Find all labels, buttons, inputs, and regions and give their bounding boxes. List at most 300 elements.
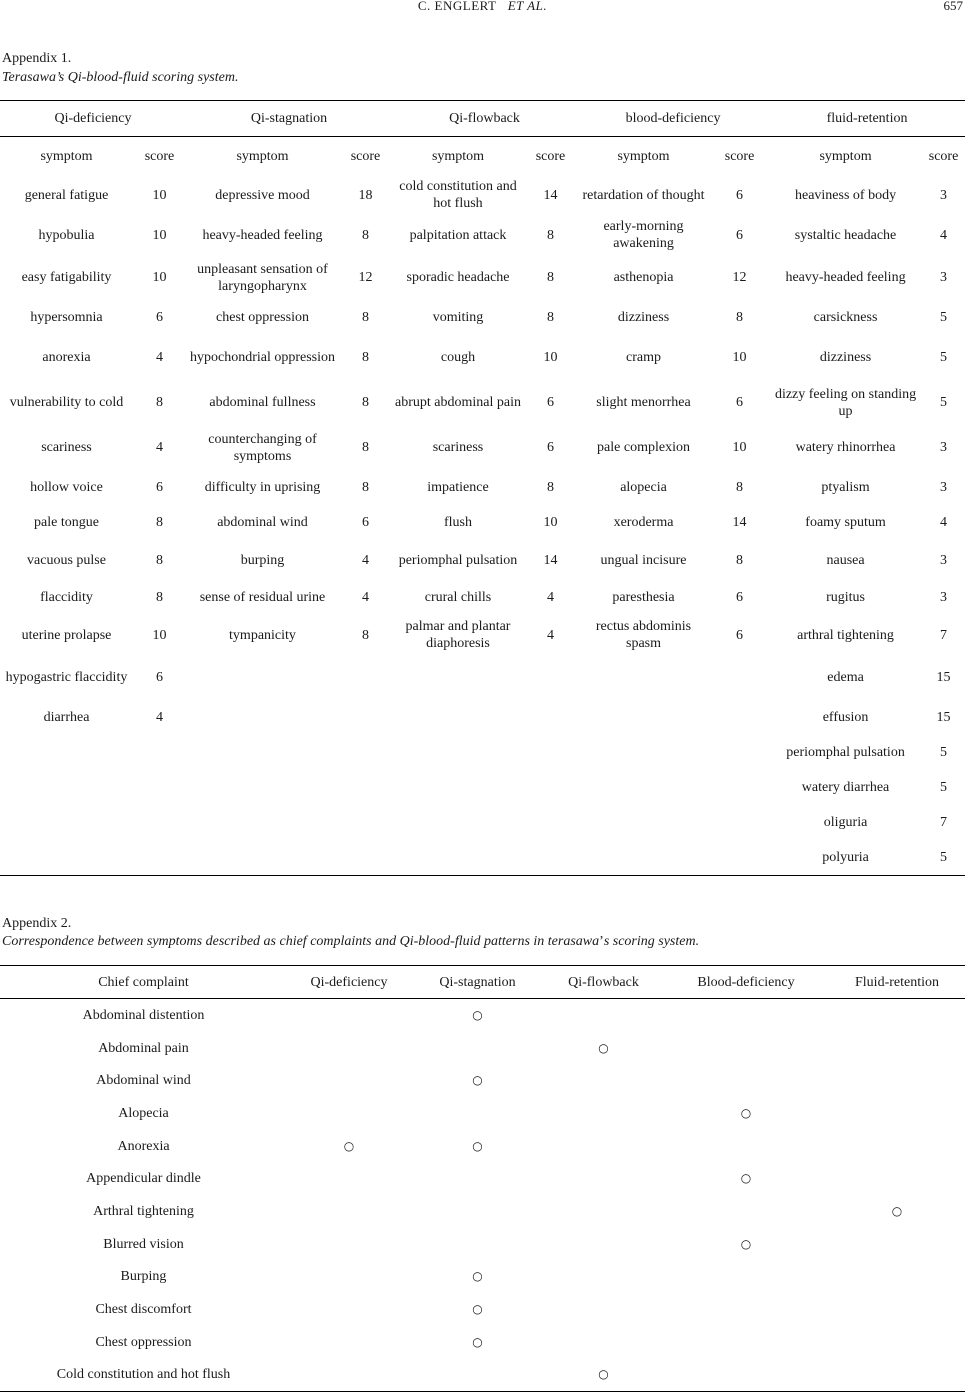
score-cell: 3 bbox=[940, 187, 948, 203]
score-cell: 14 bbox=[543, 187, 558, 203]
score-cell: 5 bbox=[940, 350, 948, 365]
symptom-cell: scariness bbox=[432, 440, 484, 455]
score-cell: 6 bbox=[156, 310, 163, 325]
score-cell bbox=[339, 700, 392, 735]
chief-complaint-cell: Appendicular dindle bbox=[86, 1171, 201, 1187]
score-cell: 10 bbox=[152, 627, 167, 643]
pattern-cell bbox=[544, 999, 663, 1032]
symptom-cell: vomiting bbox=[432, 310, 484, 325]
circle-mark: ○ bbox=[598, 1367, 609, 1382]
group-header: Qi-stagnation bbox=[186, 101, 392, 137]
score-column-header: score bbox=[350, 148, 381, 164]
group-header: Qi-deficiency bbox=[0, 101, 186, 137]
correspondence-column-header: Qi-stagnation bbox=[411, 966, 544, 999]
score-cell: 7 bbox=[940, 627, 948, 643]
table-row bbox=[0, 175, 965, 215]
chief-complaint-cell: Alopecia bbox=[118, 1105, 169, 1121]
score-cell: 8 bbox=[547, 270, 554, 285]
symptom-cell: carsickness bbox=[813, 310, 878, 325]
symptom-cell: abdominal fullness bbox=[209, 395, 316, 410]
symptom-cell bbox=[577, 735, 710, 770]
symptom-cell: early-morning awakening bbox=[603, 219, 684, 251]
page-number: 657 bbox=[943, 0, 963, 13]
score-cell: 4 bbox=[156, 710, 163, 725]
pattern-cell bbox=[544, 1228, 663, 1261]
symptom-cell bbox=[186, 770, 339, 805]
pattern-cell bbox=[544, 1032, 663, 1065]
score-cell bbox=[524, 805, 577, 840]
chief-complaint-cell: Arthral tightening bbox=[93, 1203, 194, 1219]
score-cell: 8 bbox=[156, 590, 163, 605]
symptom-cell: effusion bbox=[822, 710, 869, 725]
correspondence-column-header: Fluid-retention bbox=[829, 966, 965, 999]
circle-mark: ○ bbox=[472, 1302, 483, 1317]
pattern-cell bbox=[829, 1162, 965, 1195]
table-row bbox=[0, 700, 965, 735]
symptom-column-header: symptom bbox=[819, 148, 872, 164]
symptom-cell: vacuous pulse bbox=[27, 552, 106, 568]
pattern-cell bbox=[829, 999, 965, 1032]
symptom-cell bbox=[392, 655, 524, 700]
pattern-cell bbox=[829, 1326, 965, 1359]
score-cell: 3 bbox=[940, 552, 948, 568]
chief-complaint-cell: Abdominal distention bbox=[82, 1007, 205, 1023]
score-cell: 8 bbox=[362, 350, 369, 365]
pattern-cell bbox=[544, 1097, 663, 1130]
table-row bbox=[0, 425, 965, 470]
circle-mark: ○ bbox=[343, 1138, 355, 1153]
symptom-cell: cold constitution and hot flush bbox=[399, 179, 517, 211]
score-cell bbox=[133, 770, 186, 805]
pattern-cell bbox=[663, 1195, 829, 1228]
table-row bbox=[0, 1130, 965, 1163]
symptom-cell bbox=[0, 840, 133, 876]
score-cell: 5 bbox=[940, 395, 948, 410]
score-cell: 8 bbox=[736, 480, 744, 495]
score-cell bbox=[339, 840, 392, 876]
pattern-cell bbox=[663, 1293, 829, 1326]
pattern-cell bbox=[287, 1064, 411, 1097]
symptom-cell: hollow voice bbox=[30, 480, 103, 495]
chief-complaint-cell: Chest oppression bbox=[95, 1334, 192, 1350]
correspondence-column-header: Blood-deficiency bbox=[663, 966, 829, 999]
score-cell: 8 bbox=[362, 480, 369, 495]
symptom-cell: hypochondrial oppression bbox=[189, 350, 336, 365]
symptom-cell: edema bbox=[827, 670, 864, 685]
score-cell: 6 bbox=[736, 590, 744, 605]
pattern-cell bbox=[663, 1097, 829, 1130]
pattern-cell bbox=[829, 1261, 965, 1294]
symptom-cell: depressive mood bbox=[215, 187, 310, 203]
score-cell: 4 bbox=[547, 627, 554, 643]
symptom-cell: hypersomnia bbox=[30, 310, 103, 325]
symptom-cell: uterine prolapse bbox=[21, 627, 112, 643]
score-cell bbox=[339, 655, 392, 700]
score-cell: 18 bbox=[358, 187, 373, 203]
group-header: blood-deficiency bbox=[577, 101, 769, 137]
symptom-cell: sporadic headache bbox=[406, 270, 510, 285]
symptom-cell bbox=[577, 805, 710, 840]
table-row bbox=[0, 1162, 965, 1195]
pattern-cell bbox=[287, 1195, 411, 1228]
correspondence-column-header: Qi-flowback bbox=[544, 966, 663, 999]
pattern-cell bbox=[287, 1032, 411, 1065]
score-column-header: score bbox=[724, 148, 755, 164]
pattern-cell bbox=[663, 1032, 829, 1065]
correspondence-column-header: Qi-deficiency bbox=[287, 966, 411, 999]
correspondence-table-body bbox=[0, 999, 965, 1392]
pattern-cell bbox=[411, 1064, 544, 1097]
table-row bbox=[0, 300, 965, 335]
symptom-cell: dizziness bbox=[819, 350, 872, 365]
score-cell: 6 bbox=[547, 395, 554, 410]
score-cell: 4 bbox=[156, 350, 163, 365]
symptom-cell: foamy sputum bbox=[805, 515, 886, 530]
score-cell: 3 bbox=[940, 270, 948, 285]
symptom-cell: polyuria bbox=[822, 850, 869, 865]
running-head-author: C. ENGLERT bbox=[417, 0, 497, 13]
score-cell: 10 bbox=[543, 350, 558, 365]
symptom-cell: nausea bbox=[826, 552, 865, 568]
symptom-cell: watery rhinorrhea bbox=[795, 440, 896, 455]
pattern-cell bbox=[544, 1162, 663, 1195]
pattern-cell bbox=[287, 1097, 411, 1130]
symptom-cell bbox=[392, 840, 524, 876]
pattern-cell bbox=[287, 1228, 411, 1261]
score-cell: 8 bbox=[156, 552, 163, 568]
symptom-cell: oliguria bbox=[823, 815, 868, 830]
table-row bbox=[0, 1032, 965, 1065]
running-head-etal: ET AL. bbox=[507, 0, 548, 13]
pattern-cell bbox=[411, 1130, 544, 1163]
symptom-cell: general fatigue bbox=[24, 187, 109, 203]
symptom-cell: chest oppression bbox=[216, 310, 309, 325]
table-row bbox=[0, 1326, 965, 1359]
circle-mark: ○ bbox=[472, 1138, 483, 1153]
appendix2-caption-text: Correspondence between symptoms described as chief complaints and Qi-blood-fluid patterns in terasawa bbox=[2, 934, 600, 949]
score-cell: 15 bbox=[936, 670, 951, 685]
score-cell bbox=[710, 735, 769, 770]
table-row bbox=[0, 380, 965, 425]
symptom-cell: flush bbox=[444, 515, 472, 530]
score-cell: 14 bbox=[732, 515, 747, 530]
score-cell: 6 bbox=[736, 227, 744, 243]
symptom-cell: burping bbox=[240, 552, 285, 568]
score-cell bbox=[524, 840, 577, 876]
scoring-table bbox=[0, 100, 965, 876]
pattern-cell bbox=[287, 1326, 411, 1359]
symptom-column-header: symptom bbox=[40, 148, 93, 164]
group-header: fluid-retention bbox=[769, 101, 965, 137]
symptom-cell: diarrhea bbox=[43, 710, 90, 725]
pattern-cell bbox=[663, 1162, 829, 1195]
score-cell: 8 bbox=[736, 552, 744, 568]
score-cell: 5 bbox=[940, 850, 948, 865]
score-cell: 15 bbox=[936, 710, 951, 725]
chief-complaint-cell: Abdominal wind bbox=[96, 1073, 191, 1089]
appendix2-label: Appendix 2. bbox=[2, 916, 72, 931]
pattern-cell bbox=[287, 1293, 411, 1326]
symptom-cell bbox=[392, 770, 524, 805]
symptom-cell: pale complexion bbox=[597, 440, 690, 455]
symptom-cell: impatience bbox=[427, 480, 489, 495]
chief-complaint-cell: Abdominal pain bbox=[98, 1040, 189, 1056]
symptom-cell: systaltic headache bbox=[794, 227, 897, 243]
symptom-cell: rectus abdominis spasm bbox=[595, 619, 692, 651]
symptom-cell: ptyalism bbox=[821, 480, 870, 495]
scoring-table-body bbox=[0, 175, 965, 876]
symptom-cell: vulnerability to cold bbox=[9, 395, 124, 410]
symptom-cell: hypogastric flaccidity bbox=[5, 670, 128, 685]
symptom-cell: sense of residual urine bbox=[199, 590, 326, 605]
symptom-cell: counterchanging of symptoms bbox=[208, 431, 317, 464]
chief-complaint-cell: Chest discomfort bbox=[95, 1302, 192, 1318]
symptom-cell: paresthesia bbox=[612, 590, 675, 605]
symptom-cell: xeroderma bbox=[613, 515, 674, 530]
chief-complaint-cell: Blurred vision bbox=[103, 1236, 184, 1252]
score-cell bbox=[524, 655, 577, 700]
circle-mark: ○ bbox=[472, 1269, 483, 1284]
circle-mark: ○ bbox=[891, 1203, 903, 1218]
score-column-header: score bbox=[144, 148, 175, 164]
symptom-cell: dizzy feeling on standing up bbox=[774, 386, 917, 419]
table-row bbox=[0, 1261, 965, 1294]
score-column-header: score bbox=[535, 148, 566, 164]
table-row bbox=[0, 1097, 965, 1130]
symptom-column-header: symptom bbox=[236, 148, 289, 164]
score-cell: 4 bbox=[940, 227, 948, 243]
symptom-cell: crural chills bbox=[424, 590, 492, 605]
scoring-group-header-row bbox=[0, 101, 965, 137]
symptom-column-header: symptom bbox=[617, 148, 670, 164]
score-cell: 5 bbox=[940, 745, 948, 760]
score-cell: 3 bbox=[940, 480, 948, 495]
appendix1-label: Appendix 1. bbox=[2, 51, 72, 66]
table-row bbox=[0, 335, 965, 380]
symptom-cell bbox=[186, 700, 339, 735]
table-row bbox=[0, 655, 965, 700]
pattern-cell bbox=[829, 1064, 965, 1097]
symptom-cell: easy fatigability bbox=[21, 270, 112, 285]
score-cell: 14 bbox=[543, 552, 558, 568]
symptom-cell bbox=[577, 700, 710, 735]
score-cell: 12 bbox=[358, 270, 373, 285]
pattern-cell bbox=[411, 1162, 544, 1195]
symptom-cell: pale tongue bbox=[34, 515, 99, 530]
pattern-cell bbox=[287, 1359, 411, 1392]
symptom-cell: retardation of thought bbox=[582, 187, 705, 203]
pattern-cell bbox=[287, 1130, 411, 1163]
pattern-cell bbox=[544, 1326, 663, 1359]
symptom-cell: tympanicity bbox=[229, 627, 296, 643]
correspondence-column-header: Chief complaint bbox=[0, 966, 287, 999]
score-cell: 10 bbox=[543, 515, 558, 530]
symptom-cell: heavy-headed feeling bbox=[785, 270, 906, 285]
pattern-cell bbox=[287, 1261, 411, 1294]
score-cell: 8 bbox=[547, 227, 554, 243]
score-cell bbox=[710, 805, 769, 840]
score-cell: 8 bbox=[547, 480, 554, 495]
symptom-cell bbox=[577, 770, 710, 805]
score-cell: 4 bbox=[547, 590, 554, 605]
pattern-cell bbox=[829, 1293, 965, 1326]
running-head bbox=[0, 0, 965, 14]
table-row bbox=[0, 505, 965, 540]
circle-mark: ○ bbox=[598, 1040, 609, 1055]
score-cell: 8 bbox=[362, 395, 369, 410]
pattern-cell bbox=[411, 1261, 544, 1294]
circle-mark: ○ bbox=[740, 1171, 752, 1186]
pattern-cell bbox=[544, 1293, 663, 1326]
symptom-cell: heaviness of body bbox=[794, 187, 897, 203]
pattern-cell bbox=[544, 1064, 663, 1097]
symptom-cell: alopecia bbox=[620, 480, 667, 495]
table-row bbox=[0, 735, 965, 770]
score-cell: 4 bbox=[156, 440, 163, 455]
score-cell: 7 bbox=[940, 815, 948, 830]
score-cell bbox=[524, 735, 577, 770]
score-cell: 10 bbox=[152, 227, 167, 243]
symptom-cell: flaccidity bbox=[40, 590, 93, 605]
table-row bbox=[0, 1064, 965, 1097]
symptom-cell: slight menorrhea bbox=[596, 395, 691, 410]
pattern-cell bbox=[411, 1228, 544, 1261]
pattern-cell bbox=[287, 999, 411, 1032]
table-row bbox=[0, 1293, 965, 1326]
symptom-column-header: symptom bbox=[431, 148, 485, 164]
score-cell: 8 bbox=[362, 440, 369, 455]
score-cell bbox=[133, 805, 186, 840]
score-cell: 12 bbox=[732, 270, 747, 285]
score-cell: 8 bbox=[362, 310, 369, 325]
circle-mark: ○ bbox=[740, 1236, 752, 1251]
score-cell: 10 bbox=[732, 350, 747, 365]
score-cell: 8 bbox=[156, 395, 163, 410]
score-cell: 10 bbox=[732, 440, 747, 455]
symptom-cell: palmar and plantar diaphoresis bbox=[405, 619, 511, 651]
pattern-cell bbox=[829, 1097, 965, 1130]
symptom-cell: heavy-headed feeling bbox=[202, 227, 323, 243]
pattern-cell bbox=[544, 1261, 663, 1294]
score-cell bbox=[339, 770, 392, 805]
symptom-cell: periomphal pulsation bbox=[398, 552, 518, 568]
pattern-cell bbox=[663, 1359, 829, 1392]
symptom-cell bbox=[186, 840, 339, 876]
table-row bbox=[0, 470, 965, 505]
symptom-cell bbox=[186, 805, 339, 840]
symptom-cell bbox=[0, 770, 133, 805]
table-row bbox=[0, 580, 965, 615]
pattern-cell bbox=[411, 1032, 544, 1065]
chief-complaint-cell: Burping bbox=[120, 1269, 167, 1285]
symptom-cell bbox=[0, 735, 133, 770]
pattern-cell bbox=[663, 1228, 829, 1261]
symptom-cell: ungual incisure bbox=[600, 552, 687, 568]
table-row bbox=[0, 999, 965, 1032]
pattern-cell bbox=[544, 1195, 663, 1228]
score-cell: 6 bbox=[736, 395, 744, 410]
table-row bbox=[0, 1195, 965, 1228]
score-cell: 6 bbox=[547, 440, 554, 455]
pattern-cell bbox=[411, 1326, 544, 1359]
appendix1-caption: Terasawa’s Qi-blood-fluid scoring system. bbox=[2, 70, 239, 85]
score-cell: 8 bbox=[362, 227, 369, 243]
score-cell: 10 bbox=[152, 270, 167, 285]
table-row bbox=[0, 770, 965, 805]
correspondence-table bbox=[0, 965, 965, 1392]
symptom-cell: scariness bbox=[41, 440, 92, 455]
score-cell bbox=[524, 770, 577, 805]
symptom-cell: hypobulia bbox=[38, 227, 95, 243]
score-cell: 5 bbox=[940, 310, 948, 325]
appendix2-caption-end: s scoring system. bbox=[603, 934, 700, 949]
score-cell: 6 bbox=[736, 627, 744, 643]
symptom-cell: asthenopia bbox=[613, 270, 674, 285]
appendix2-caption bbox=[2, 934, 699, 950]
pattern-cell bbox=[829, 1359, 965, 1392]
pattern-cell bbox=[411, 1097, 544, 1130]
score-cell: 8 bbox=[547, 310, 554, 325]
chief-complaint-cell: Cold constitution and hot flush bbox=[56, 1367, 231, 1383]
table-row bbox=[0, 840, 965, 876]
score-cell bbox=[710, 840, 769, 876]
score-cell bbox=[339, 805, 392, 840]
symptom-cell: rugitus bbox=[826, 590, 865, 605]
symptom-cell: cough bbox=[440, 350, 476, 365]
score-cell: 4 bbox=[940, 515, 948, 530]
symptom-cell: dizziness bbox=[617, 310, 670, 325]
symptom-cell bbox=[186, 655, 339, 700]
pattern-cell bbox=[411, 999, 544, 1032]
table-row bbox=[0, 1228, 965, 1261]
circle-mark: ○ bbox=[472, 1334, 483, 1349]
score-cell bbox=[710, 770, 769, 805]
symptom-cell: watery diarrhea bbox=[801, 780, 890, 795]
pattern-cell bbox=[411, 1359, 544, 1392]
symptom-cell bbox=[577, 655, 710, 700]
symptom-cell: abdominal wind bbox=[217, 515, 308, 530]
pattern-cell bbox=[829, 1130, 965, 1163]
table-row bbox=[0, 255, 965, 300]
pattern-cell bbox=[829, 1228, 965, 1261]
score-cell: 4 bbox=[362, 590, 369, 605]
symptom-cell: difficulty in uprising bbox=[204, 480, 321, 495]
pattern-cell bbox=[663, 999, 829, 1032]
score-cell bbox=[710, 655, 769, 700]
symptom-cell: arthral tightening bbox=[797, 627, 894, 643]
symptom-cell: palpitation attack bbox=[409, 227, 507, 243]
score-column-header: score bbox=[928, 148, 959, 164]
group-header: Qi-flowback bbox=[392, 101, 577, 137]
score-cell: 6 bbox=[736, 187, 744, 203]
symptom-cell bbox=[392, 735, 524, 770]
pattern-cell bbox=[544, 1130, 663, 1163]
scoring-subheader-row bbox=[0, 137, 965, 176]
pattern-cell bbox=[663, 1130, 829, 1163]
pattern-cell bbox=[663, 1261, 829, 1294]
pattern-cell bbox=[663, 1064, 829, 1097]
score-cell bbox=[339, 735, 392, 770]
pattern-cell bbox=[411, 1195, 544, 1228]
score-cell bbox=[524, 700, 577, 735]
symptom-cell bbox=[392, 700, 524, 735]
symptom-cell bbox=[186, 735, 339, 770]
table-row bbox=[0, 540, 965, 580]
score-cell: 8 bbox=[156, 515, 163, 530]
score-cell: 6 bbox=[156, 670, 163, 685]
table-row bbox=[0, 215, 965, 255]
score-cell bbox=[133, 735, 186, 770]
